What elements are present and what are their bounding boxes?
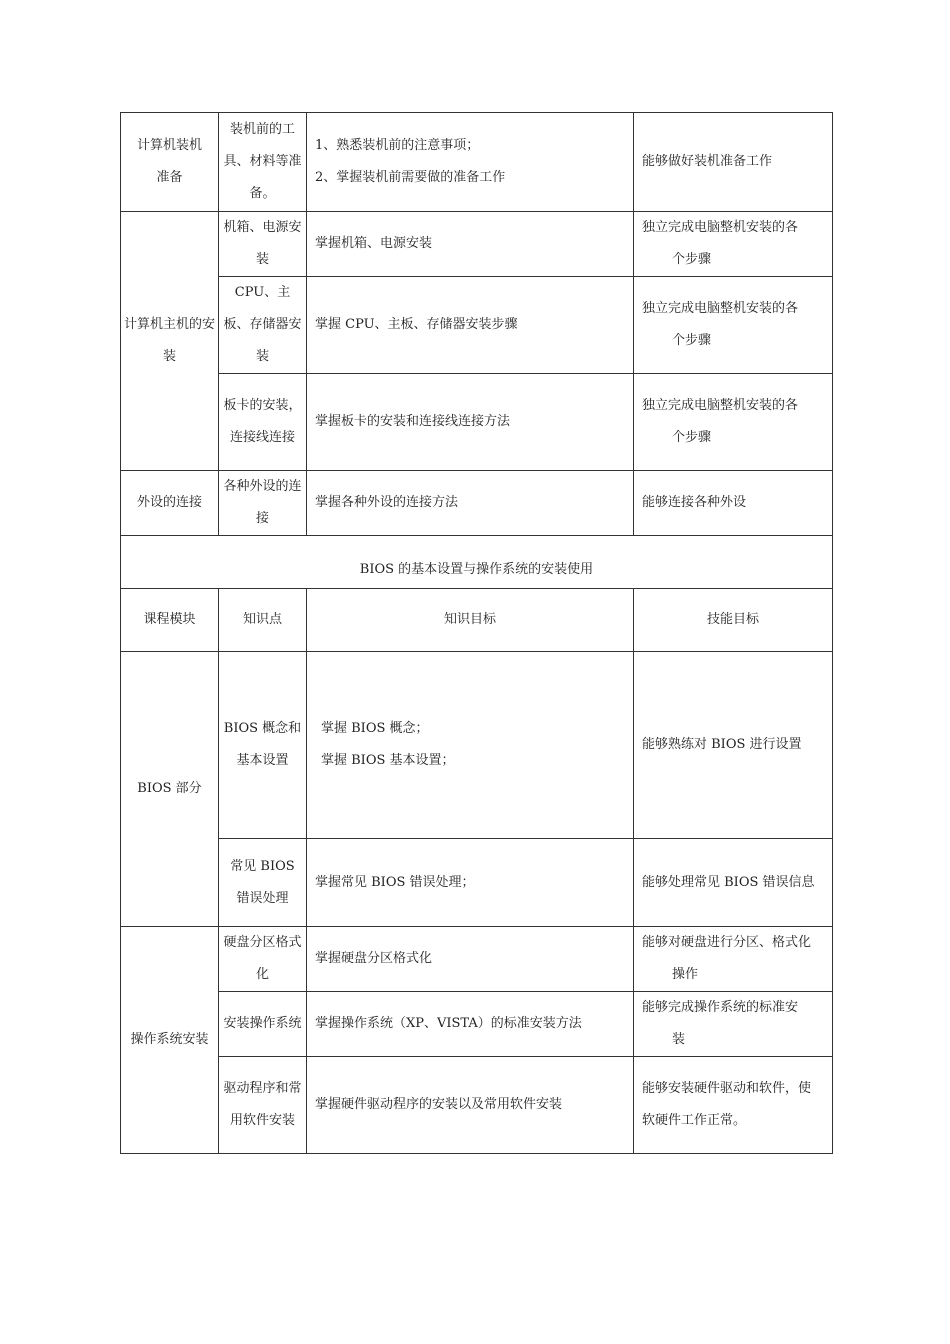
table-row — [121, 212, 833, 277]
point-cell: 装机前的工具、材料等准备。 — [219, 113, 307, 212]
skill-cell: 能够安装硬件驱动和软件，使 软硬件工作正常。 — [634, 1057, 833, 1154]
header-point: 知识点 — [219, 589, 307, 652]
point-cell: BIOS 概念和基本设置 — [219, 652, 307, 839]
skill-cell: 能够做好装机准备工作 — [634, 113, 833, 212]
header-skill: 技能目标 — [634, 589, 833, 652]
skill-cell: 独立完成电脑整机安装的各 个步骤 — [634, 277, 833, 374]
section-title-row — [121, 536, 833, 589]
knowledge-cell: 1、熟悉装机前的注意事项； 2、掌握装机前需要做的准备工作 — [307, 113, 634, 212]
table-row — [121, 277, 833, 374]
module-cell: 计算机主机的安装 — [121, 212, 219, 471]
course-table — [120, 112, 833, 1154]
module-cell: BIOS 部分 — [121, 652, 219, 927]
point-cell: 各种外设的连接 — [219, 471, 307, 536]
knowledge-cell: 掌握板卡的安装和连接线连接方法 — [307, 374, 634, 471]
header-row — [121, 589, 833, 652]
table-row — [121, 839, 833, 927]
section-title: BIOS 的基本设置与操作系统的安装使用 — [121, 536, 833, 589]
knowledge-cell: 掌握硬件驱动程序的安装以及常用软件安装 — [307, 1057, 634, 1154]
knowledge-cell: 掌握机箱、电源安装 — [307, 212, 634, 277]
skill-cell: 能够完成操作系统的标准安 装 — [634, 992, 833, 1057]
table-row — [121, 374, 833, 471]
skill-cell: 能够对硬盘进行分区、格式化 操作 — [634, 927, 833, 992]
knowledge-cell: 掌握常见 BIOS 错误处理； — [307, 839, 634, 927]
table-row — [121, 652, 833, 839]
skill-cell: 独立完成电脑整机安装的各 个步骤 — [634, 212, 833, 277]
knowledge-cell: 掌握各种外设的连接方法 — [307, 471, 634, 536]
point-cell: 机箱、电源安装 — [219, 212, 307, 277]
skill-cell: 能够连接各种外设 — [634, 471, 833, 536]
point-cell: 安装操作系统 — [219, 992, 307, 1057]
point-cell: 驱动程序和常用软件安装 — [219, 1057, 307, 1154]
knowledge-cell: 掌握 BIOS 概念； 掌握 BIOS 基本设置； — [307, 652, 634, 839]
point-cell: 板卡的安装，连接线连接 — [219, 374, 307, 471]
point-cell: 常见 BIOS 错误处理 — [219, 839, 307, 927]
knowledge-cell: 掌握硬盘分区格式化 — [307, 927, 634, 992]
module-cell: 计算机装机准备 — [121, 113, 219, 212]
table-row — [121, 113, 833, 212]
header-module: 课程模块 — [121, 589, 219, 652]
point-cell: 硬盘分区格式化 — [219, 927, 307, 992]
point-cell: CPU、主板、存储器安装 — [219, 277, 307, 374]
table-row — [121, 992, 833, 1057]
table-row — [121, 1057, 833, 1154]
knowledge-cell: 掌握 CPU、主板、存储器安装步骤 — [307, 277, 634, 374]
skill-cell: 能够熟练对 BIOS 进行设置 — [634, 652, 833, 839]
knowledge-cell: 掌握操作系统（XP、VISTA）的标准安装方法 — [307, 992, 634, 1057]
module-cell: 外设的连接 — [121, 471, 219, 536]
skill-cell: 独立完成电脑整机安装的各 个步骤 — [634, 374, 833, 471]
table-row — [121, 927, 833, 992]
module-cell: 操作系统安装 — [121, 927, 219, 1154]
skill-cell: 能够处理常见 BIOS 错误信息 — [634, 839, 833, 927]
table-row — [121, 471, 833, 536]
header-knowledge: 知识目标 — [307, 589, 634, 652]
